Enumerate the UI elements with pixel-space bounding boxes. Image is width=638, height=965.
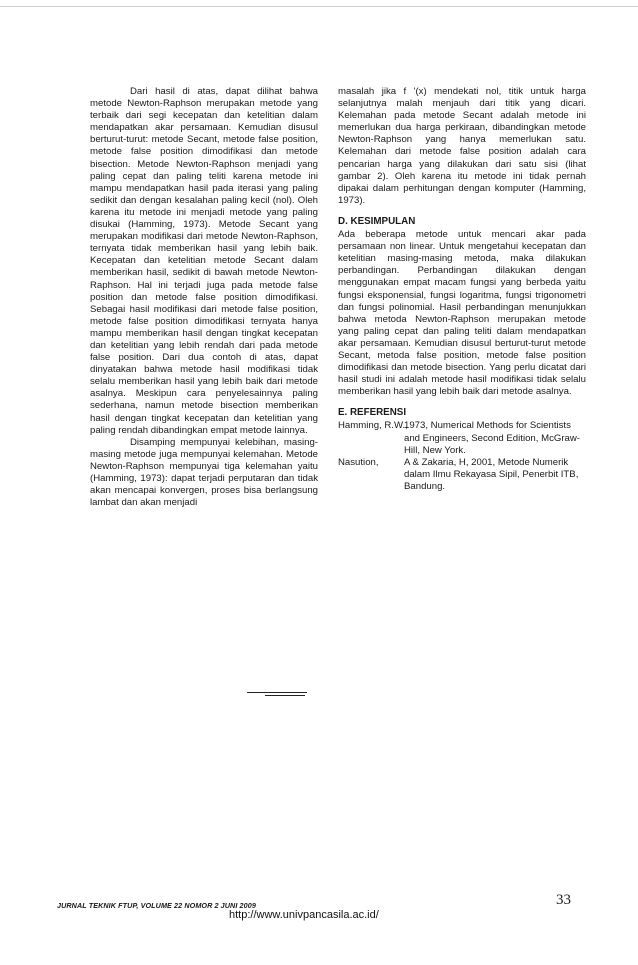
reference-text: 1973, Numerical Methods for Scientists and Engineers, Second Edition, McGraw-Hill, New York.: [404, 420, 580, 456]
left-paragraph-1: Dari hasil di atas, dapat dilihat bahwa metode Newton-Raphson merupakan metode yang terbaik dari segi kecepatan dan ketelitian dalam mendapatkan akar persamaan. Kemudian disusul berturut-turut: metode Secant, metode false position, metode false position dimodifikasi dan metode bisection. Metode Newton-Raphson menjadi yang paling cepat dan paling teliti karena metode ini mampu mendapatkan hasil pada iterasi yang paling sedikit dan dengan kesalahan paling kecil (nol). Oleh karena itu metode ini menjadi metode yang paling disukai (Hamming, 1973). Metode Secant yang merupakan modifikasi dari metode Newton-Raphson, ternyata tidak memberikan hasil yang lebih baik. Kecepatan dan ketelitian metode Secant dalam memberikan hasil, sedikit di bawah metode Newton-Raphson. Hal ini terjadi juga pada metode false position dan metode false position dimodifikasi. Sebagai hasil modifikasi dari metode false position, metode false position dimodifikasi ternyata hanya mampu memberikan hasil dengan tingkat kecepatan dan ketelitian yang lebih rendah dari pada metode false position. Dari dua contoh di atas, dapat dinyatakan bahwa metode hasil modifikasi tidak selalu memberikan hasil yang lebih baik dari metode asalnya. Meskipun cara penyelesainnya paling sederhana, namun metode bisection memberikan hasil dengan tingkat kecepatan dan ketelitian yang paling rendah dibandingkan empat metode lainnya.: [90, 86, 318, 436]
scan-top-edge: [0, 6, 638, 7]
section-d-text: Ada beberapa metode untuk mencari akar pada persamaan non linear. Untuk mengetahui kecepatan dan ketelitian masing-masing metoda, maka dilakukan perbandingan. Perbandingan dilakukan dengan menggunakan empat macam fungsi yang berbeda yaitu fungsi eksponensial, fungsi logaritma, fungsi trigonometri dan fungsi polinomial. Hasil perbandingan menunjukkan bahwa metoda Newton-Raphson merupakan metode yang paling cepat dan paling teliti dalam mendapatkan akar persamaan. Kemudian disusul berturut-turut metode Secant, metoda false position, metode false position dimodifikasi dan metode bisection. Yang perlu dicatat dari hasil studi ini adalah metode hasil modifikasi tidak selalu memberikan hasil yang lebih baik dari metode asalnya.: [338, 229, 586, 398]
reference-author: Nasution,: [338, 456, 379, 468]
reference-entry: [338, 457, 586, 493]
section-d-title: D. KESIMPULAN: [338, 215, 416, 227]
reference-text: A & Zakaria, H, 2001, Metode Numerik dalam Ilmu Rekayasa Sipil, Penerbit ITB, Bandung.: [404, 456, 579, 492]
section-e-title: E. REFERENSI: [338, 407, 407, 419]
reference-entry: [338, 420, 586, 456]
reference-author: Hamming, R.W.,: [338, 420, 408, 432]
end-divider-line-1: [247, 692, 307, 693]
end-divider-line-2: [265, 695, 305, 696]
left-paragraph-2: Disamping mempunyai kelebihan, masing-masing metode juga mempunyai kelemahan. Metode Newton-Raphson mempunyai tiga kelemahan yaitu (Hamming, 1973): dapat terjadi perputaran dan tidak akan mencapai konvergen, proses bisa berlangsung lambat dan akan menjadi: [90, 436, 318, 509]
right-paragraph-1: masalah jika f '(x) mendekati nol, titik untuk harga selanjutnya malah menjauh dari titik yang dicari. Kelemahan pada metode Secant adalah metode ini memerlukan dua harga perkiraan, dibandingkan metode Newton-Raphson yang hanya memerlukan satu. Kelemahan dari metode false position adalah cara pencarian harga yang dilakukan dari satu sisi (lihat gambar 2). Oleh karena itu metode ini tidak pernah dipakai dalam perhitungan dengan komputer (Hamming, 1973).: [338, 86, 586, 206]
journal-footer: JURNAL TEKNIK FTUP, VOLUME 22 NOMOR 2 JUNI 2009: [57, 901, 256, 910]
source-url-link[interactable]: http://www.univpancasila.ac.id/: [229, 909, 379, 921]
page-number: 33: [556, 892, 571, 908]
right-column: [338, 86, 586, 493]
left-column: [90, 86, 318, 509]
